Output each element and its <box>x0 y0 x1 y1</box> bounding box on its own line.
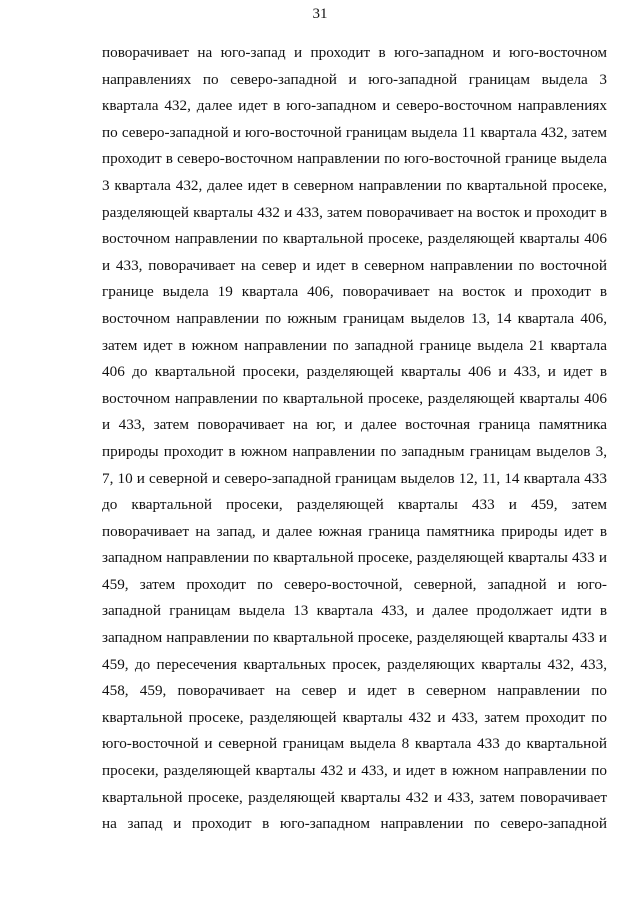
text-line: на запад и проходит в юго-западном направлении по северо-западной <box>102 815 607 833</box>
text-line: по северо-западной и юго-восточной границам выдела 11 квартала 432, затем <box>102 123 607 141</box>
page-number: 31 <box>312 6 328 22</box>
text-line: 459, затем проходит по северо-восточной, северной, западной и юго- <box>102 575 607 593</box>
text-line: квартальной просеке, разделяющей кварталы 432 и 433, затем поворачивает <box>102 788 607 806</box>
text-line: просеки, разделяющей кварталы 432 и 433, и идет в южном направлении по <box>102 762 607 780</box>
text-line: 459, до пересечения квартальных просек, разделяющих кварталы 432, 433, <box>102 655 607 673</box>
text-line: 7, 10 и северной и северо-западной границам выделов 12, 11, 14 квартала 433 <box>102 469 607 487</box>
text-line: и 433, затем поворачивает на юг, и далее восточная граница памятника <box>102 416 607 434</box>
text-line: восточном направлении по южным границам выделов 13, 14 квартала 406, <box>102 309 607 327</box>
text-line: природы проходит в южном направлении по западным границам выделов 3, <box>102 442 607 460</box>
text-line: 3 квартала 432, далее идет в северном направлении по квартальной просеке, <box>102 176 607 194</box>
text-line: до квартальной просеки, разделяющей кварталы 433 и 459, затем <box>102 496 607 514</box>
text-line: западном направлении по квартальной просеке, разделяющей кварталы 433 и <box>102 549 607 567</box>
text-line: квартальной просеке, разделяющей кварталы 432 и 433, затем проходит по <box>102 708 607 726</box>
text-line: и 433, поворачивает на север и идет в северном направлении по восточной <box>102 256 607 274</box>
text-line: западном направлении по квартальной просеке, разделяющей кварталы 433 и <box>102 629 607 647</box>
text-line: поворачивает на юго-запад и проходит в юго-западном и юго-восточном <box>102 44 607 61</box>
text-line: квартала 432, далее идет в юго-западном и северо-восточном направлениях <box>102 97 607 115</box>
text-line: границе выдела 19 квартала 406, поворачивает на восток и проходит в <box>102 283 607 301</box>
text-line: 406 до квартальной просеки, разделяющей кварталы 406 и 433, и идет в <box>102 363 607 381</box>
text-line: восточном направлении по квартальной просеке, разделяющей кварталы 406 <box>102 230 607 248</box>
document-body <box>102 40 607 838</box>
text-line: 458, 459, поворачивает на север и идет в северном направлении по <box>102 682 607 700</box>
text-line: направлениях по северо-западной и юго-западной границам выдела 3 <box>102 70 607 88</box>
text-line: затем идет в южном направлении по западной границе выдела 21 квартала <box>102 336 607 354</box>
text-line: разделяющей кварталы 432 и 433, затем поворачивает на восток и проходит в <box>102 203 607 221</box>
text-line: поворачивает на запад, и далее южная граница памятника природы идет в <box>102 522 607 540</box>
text-line: западной границам выдела 13 квартала 433, и далее продолжает идти в <box>102 602 607 620</box>
text-line: проходит в северо-восточном направлении по юго-восточной границе выдела <box>102 150 607 168</box>
text-line: юго-восточной и северной границам выдела 8 квартала 433 до квартальной <box>102 735 607 753</box>
text-line: восточном направлении по квартальной просеке, разделяющей кварталы 406 <box>102 389 607 407</box>
